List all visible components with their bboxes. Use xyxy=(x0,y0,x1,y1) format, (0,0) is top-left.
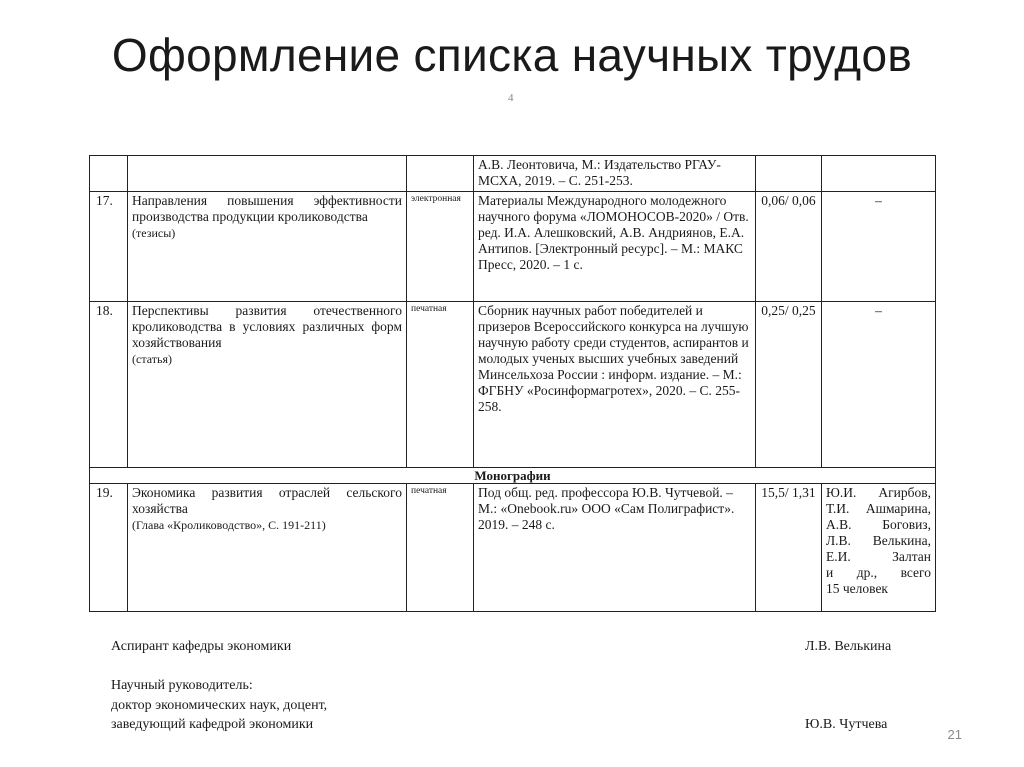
coauthors-cell xyxy=(822,156,936,192)
volume-cell xyxy=(756,156,822,192)
num-cell: 19. xyxy=(90,484,128,612)
work-title: Направления повышения эффективности производства продукции кролиководства xyxy=(132,193,402,224)
num-cell: 18. xyxy=(90,302,128,468)
form-cell xyxy=(407,156,474,192)
coauthors-list xyxy=(826,485,931,597)
volume-cell: 0,25/ 0,25 xyxy=(756,302,822,468)
work-type: (тезисы) xyxy=(132,226,176,240)
title-cell xyxy=(128,302,407,468)
aspirant-label: Аспирант кафедры экономики xyxy=(111,639,292,654)
output-cell: Материалы Международного молодежного научного форума «ЛОМОНОСОВ-2020» / Отв. ред. И.А. Алешковский, А.В. Андриянов, Е.А. Антипов. [Электронный ресурс]. – М.: МАКС Пресс, 2020. – 1 с. xyxy=(474,192,756,302)
form-cell: электронная xyxy=(407,192,474,302)
slide-title: Оформление списка научных трудов xyxy=(111,29,913,81)
form-cell: печатная xyxy=(407,484,474,612)
coauthor-line: Т.И. Ашмарина, xyxy=(826,501,931,516)
table-row xyxy=(90,302,936,468)
coauthors-cell: – xyxy=(822,302,936,468)
work-title: Экономика развития отраслей сельского хозяйства xyxy=(132,485,402,516)
coauthors-cell: – xyxy=(822,192,936,302)
volume-cell: 0,06/ 0,06 xyxy=(756,192,822,302)
volume-cell: 15,5/ 1,31 xyxy=(756,484,822,612)
supervisor-position: заведующий кафедрой экономики xyxy=(111,717,314,732)
table-row xyxy=(90,484,936,612)
title-cell xyxy=(128,192,407,302)
coauthors-cell xyxy=(822,484,936,612)
work-title: Перспективы развития отечественного кролиководства в условиях различных форм хозяйствования xyxy=(132,303,402,350)
coauthor-line: А.В. Боговиз, xyxy=(826,517,931,532)
supervisor-label: Научный руководитель: xyxy=(111,678,253,693)
work-type: (статья) xyxy=(132,352,172,366)
num-cell: 17. xyxy=(90,192,128,302)
table-row xyxy=(90,156,936,192)
section-header-row xyxy=(90,468,936,484)
output-cell: А.В. Леонтовича, М.: Издательство РГАУ-МСХА, 2019. – С. 251-253. xyxy=(474,156,756,192)
coauthor-line: Л.В. Велькина, xyxy=(826,533,931,548)
title-cell xyxy=(128,156,407,192)
output-cell: Под общ. ред. профессора Ю.В. Чутчевой. – М.: «Onebook.ru» ООО «Сам Полиграфист». 2019. – 248 с. xyxy=(474,484,756,612)
coauthor-line: и др., всего xyxy=(826,565,931,580)
coauthor-line: Ю.И. Агирбов, xyxy=(826,485,931,500)
document-page-number: 4 xyxy=(508,92,514,104)
num-cell xyxy=(90,156,128,192)
section-label: Монографии xyxy=(90,468,936,484)
coauthor-line: 15 человек xyxy=(826,581,888,596)
work-type: (Глава «Кролиководство», С. 191-211) xyxy=(132,518,326,532)
slide-number: 21 xyxy=(947,727,962,742)
publications-table xyxy=(89,155,936,612)
form-cell: печатная xyxy=(407,302,474,468)
aspirant-name: Л.В. Велькина xyxy=(805,639,892,654)
table-row xyxy=(90,192,936,302)
title-cell xyxy=(128,484,407,612)
supervisor-degree: доктор экономических наук, доцент, xyxy=(111,698,328,713)
output-cell: Сборник научных работ победителей и призеров Всероссийского конкурса на лучшую научную работу среди студентов, аспирантов и молодых ученых высших учебных заведений Минсельхоза России : информ. издание. – М.: ФГБНУ «Росинформагротех», 2020. – С. 255-258. xyxy=(474,302,756,468)
coauthor-line: Е.И. Залтан xyxy=(826,549,931,564)
supervisor-name: Ю.В. Чутчева xyxy=(805,717,888,732)
